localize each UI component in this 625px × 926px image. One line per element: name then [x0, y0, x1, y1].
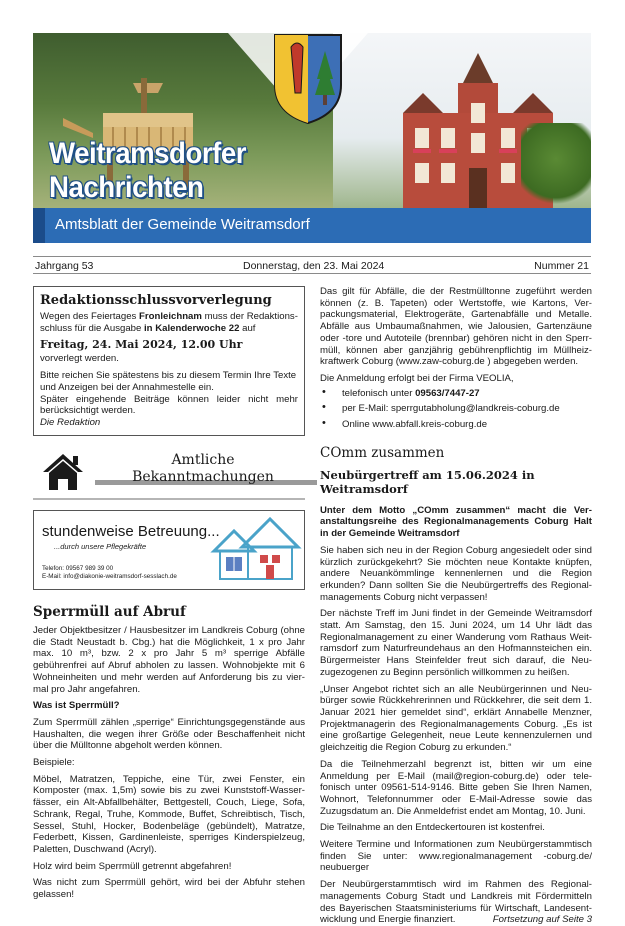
- notice-paragraph-1: [40, 311, 298, 334]
- masthead-title-line-1: Weitramsdorfer: [49, 137, 247, 170]
- left-column: [33, 286, 305, 901]
- bulky-waste-question: Was ist Sperrmüll?: [33, 700, 120, 712]
- registration-intro: Die Anmeldung erfolgt bei der Firma VEOLIA,: [320, 372, 514, 384]
- notice-signature: Die Redaktion: [40, 416, 101, 428]
- list-item-text: telefonisch unter: [342, 387, 416, 399]
- notice-text: muss der Redaktionsschluss für die Ausgabe: [40, 311, 298, 334]
- tree-image: [521, 123, 591, 213]
- registration-phone: 09563/7447-27: [415, 387, 480, 399]
- masthead-subtitle: Amtsblatt der Gemeinde Weitramsdorf: [55, 216, 310, 233]
- issue-date: Donnerstag, den 23. Mai 2024: [243, 260, 385, 272]
- ad-contact: [42, 565, 177, 581]
- comm-paragraph-7: [320, 879, 592, 926]
- bulky-waste-exclusion-note: Was nicht zum Sperrmüll gehört, wird bei der Abfuhr stehen gelassen!: [33, 877, 305, 901]
- right-column: [320, 286, 592, 926]
- official-announcements-header: [33, 450, 305, 504]
- comm-section-title: COmm zusammen: [320, 444, 445, 461]
- masthead-title-line-2: Nachrichten: [49, 171, 204, 204]
- bulky-waste-paragraph-2: Zum Sperrmüll zählen „sperrige“ Einrichtungsgegenstände aus Haushalten, die wegen ihrer Größe oder Beschaffenheit nicht über die Mülltonne abgeholt werden können.: [33, 716, 305, 752]
- ad-email: E-Mail: info@diakonie-weitramsdorf-sesslach.de: [42, 573, 177, 580]
- bulky-waste-title: Sperrmüll auf Abruf: [33, 604, 186, 620]
- masthead-banner: [33, 33, 591, 243]
- ad-title: stundenweise Betreuung...: [42, 523, 220, 540]
- notice-deadline: Freitag, 24. Mai 2024, 12.00 Uhr: [40, 338, 243, 352]
- subtitle-bar-accent: [33, 208, 45, 243]
- comm-paragraph-1: Sie haben sich neu in der Region Coburg angesiedelt oder sind kürzlich zurückgekehrt? Sie möchten neue Kontakte knüpfen, andere Neuankömmlinge kennenlernen und die Region erkunden? Dann sollten Sie die Neubürgertreffs des Regionalmanagements Coburg nicht verpassen!: [320, 544, 592, 603]
- comm-headline: Neubürgertreff am 15.06.2024 in Weitramsdorf: [320, 467, 535, 496]
- house-icon: [41, 452, 85, 492]
- list-item-phone: [320, 388, 592, 400]
- notice-text: Wegen des Feiertages: [40, 311, 140, 322]
- ad-subtitle: ...durch unsere Pflegekräfte: [54, 542, 147, 551]
- notice-holiday: Fronleichnam: [139, 311, 202, 322]
- comm-funding-text: Der Neubürgerstammtisch wird im Rahmen des Regionalmanagements Coburg Stadt und Landkreis mit Fördermitteln des Bayerischen Staatsministeriums für Wirtschaft, Landesentwicklung und Energie finanziert.: [320, 879, 592, 926]
- bulky-waste-wood-note: Holz wird beim Sperrmüll getrennt abgefahren!: [33, 860, 232, 872]
- notice-week: in Kalenderwoche 22: [144, 322, 240, 334]
- announcements-title: [123, 452, 283, 486]
- comm-paragraph-5: Die Teilnahme an den Entdeckertouren ist kostenfrei.: [320, 822, 545, 834]
- issue-volume: Jahrgang 53: [35, 260, 94, 272]
- comm-paragraph-4: Da die Teilnehmerzahl begrenzt ist, bitten wir um eine Anmeldung per E-Mail (mail@region-coburg.de) oder telefonisch unter 09561-514-9146. Bitte geben Sie Ihren Namen, Wohnort, Telefonnummer oder E-Mail-Adresse sowie das Zuzugsdatum an. Die Anmeldefrist endet am Montag, 10. Juni.: [320, 758, 592, 817]
- comm-lead: Unter dem Motto „COmm zusammen“ macht die Veranstaltungsreihe des Regionalmanagements Coburg Halt in der Gemeinde Weitramsdorf: [320, 504, 592, 540]
- issue-info-line: [33, 256, 591, 274]
- bulky-waste-continued: Das gilt für Abfälle, die der Restmülltonne zugeführt werden können (z. B. Tapeten) oder Wertstoffe, wie Kartons, Verpackungsmaterial, Elektrogeräte, Gartenabfälle und Metalle. Abfälle aus Umbaumaßnahmen, wie Jalousien, Gartenzäune oder -tore und Autoteile (brennbar) gehören nicht in den Sperrmüll, können aber ganzjährig gebührenpflichtig im Müllheizkraftwerk Coburg (www.zaw-coburg.de ) abgegeben werden.: [320, 286, 592, 368]
- ad-phone: Telefon: 09567 989 39 00: [42, 565, 114, 572]
- list-item-email: • per E-Mail: sperrgutabholung@landkreis-coburg.de: [320, 403, 592, 415]
- editorial-deadline-notice: [33, 286, 305, 436]
- notice-title: Redaktionsschlussvorverlegung: [40, 293, 272, 308]
- registration-options-list: [320, 388, 592, 431]
- care-service-advertisement: [33, 510, 305, 590]
- notice-paragraph-2: vorverlegt werden.: [40, 353, 119, 365]
- notice-paragraph-4: Später eingehende Beiträge können leider nicht mehr berücksichtigt werden.: [40, 393, 298, 417]
- list-item-online: • Online www.abfall.kreis-coburg.de: [320, 419, 592, 431]
- issue-number: Nummer 21: [534, 260, 589, 272]
- notice-paragraph-3: Bitte reichen Sie spätestens bis zu diesem Termin Ihre Texte und Anzeigen bei der Annahmestelle ein.: [40, 370, 297, 393]
- bulky-waste-paragraph-1: Jeder Objektbesitzer / Hausbesitzer im Landkreis Coburg (ohne die Stadt Neustadt b. Cbg.) hat die Möglichkeit, 1 x pro Jahr max. 10 m³, bzw. 2 x pro Jahr 5 m³ sperrige Abfälle gebührenfrei auf Abruf abholen zu lassen. Wohnobjekte mit 6 Wohneinheiten und mehr werden auf Anforderung bis zu viermal pro Jahr angefahren.: [33, 625, 305, 695]
- comm-paragraph-3: „Unser Angebot richtet sich an alle Neubürgerinnen und Neubürger sowie Rückkehrerinnen und Rückkehrer, die seit dem 1. Januar 2021 hier gemeldet sind“, erklärt Annabelle Menzner, Projektmanagerin des Regionalmanagements Coburg. „Es ist eine großartige Gelegenheit, neue Leute kennenzulernen und gleichzeitig die Region Coburg zu erkunden.“: [320, 683, 592, 754]
- bulky-waste-examples-label: Beispiele:: [33, 757, 75, 769]
- bulky-waste-examples: Möbel, Matratzen, Teppiche, eine Tür, zwei Fenster, ein Komposter (max. 1,5m) sowie bis zu zwei Kunststoff-Wasserfässer, ein Alt-Abfallbehälter, Bettgestell, Couch, Liege, Sofa, Schrank, Regal, Truhe, Kommode, Buffet, Schreibtisch, Tisch, Sessel, Stuhl, Hocker, Bodenbeläge (gebündelt), Matratze, Federbett, Kissen, Gardinenleiste, sperriges Kinderspielzeug, Paletten, Duschwand (Acryl).: [33, 773, 305, 855]
- comm-paragraph-6: Weitere Termine und Informationen zum Neubürgerstammtisch finden Sie unter: www.regionalmanagement -coburg.de/ neubuerger: [320, 839, 592, 874]
- announcements-divider: [33, 498, 305, 500]
- announcements-title-line-2: Bekanntmachungen: [132, 469, 274, 485]
- diakonie-houses-logo: [212, 513, 302, 587]
- coat-of-arms-logo: [271, 33, 345, 125]
- continued-note: Fortsetzung auf Seite 3: [492, 914, 592, 926]
- comm-paragraph-2: Der nächste Treff im Juni findet in der Gemeinde Weitramsdorf statt. Am Samstag, den 15. Juni 2024, um 14 Uhr lädt das Regionalmanagement zu einer Wanderung vom Rathaus Weitramsdorf zum Naturfreundehaus an den Hofmannsteichen ein. Bürgermeister Hans Steinfelder freut sich darauf, die Neuzugezogenen zu Beginn persönlich willkommen zu heißen.: [320, 608, 592, 678]
- notice-text: auf: [239, 322, 256, 334]
- announcements-title-line-1: Amtliche: [171, 452, 235, 468]
